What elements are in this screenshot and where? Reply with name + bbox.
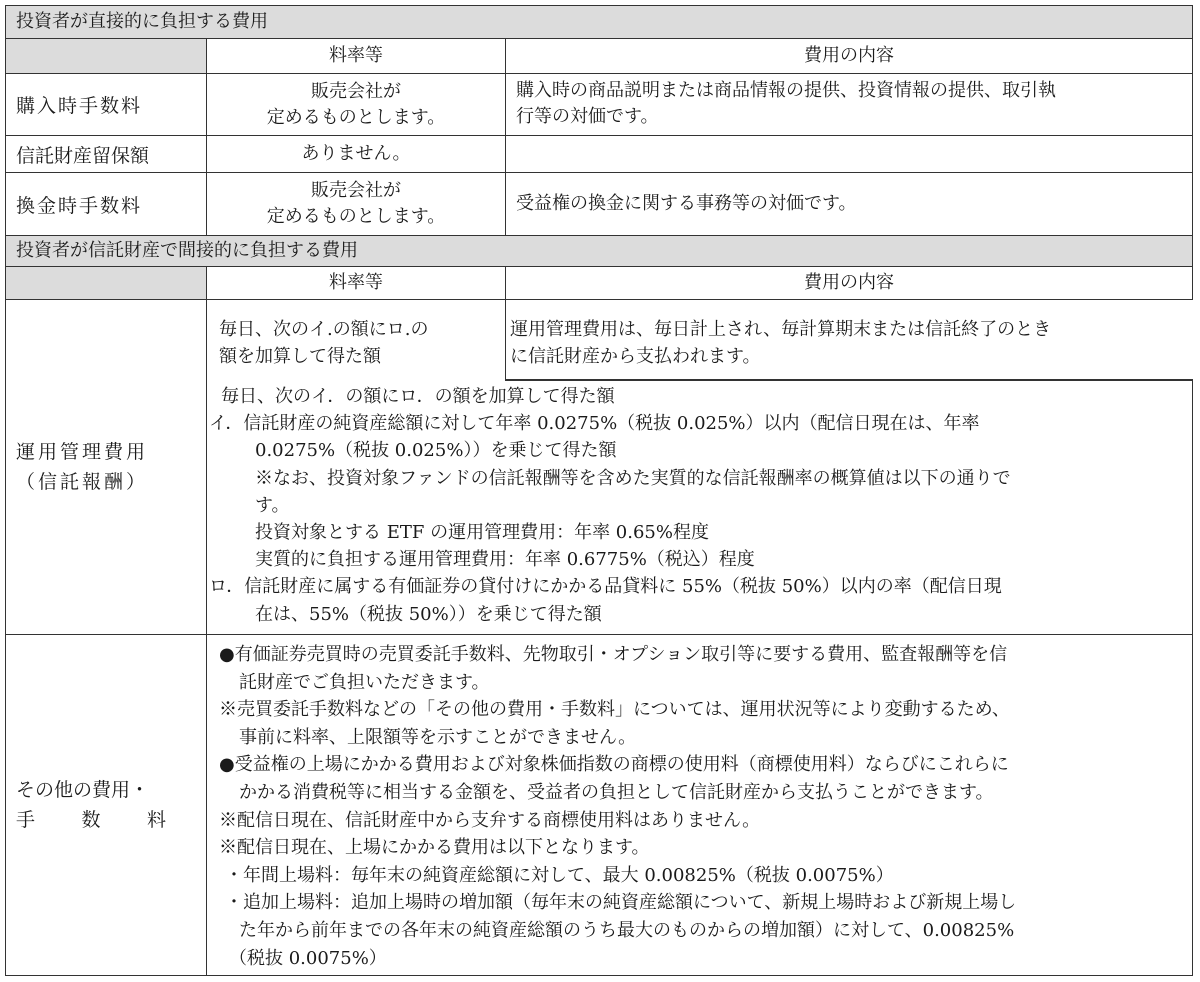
other-fees-line: た年から前年までの各年末の純資産総額のうち最大のものからの増加額）に対して、0.00825% (239, 919, 1015, 941)
redemption-fee-rate-line: 販売会社が (311, 180, 401, 201)
management-fee-content-line: 運用管理費用は、毎日計上され、毎計算期末または信託終了のとき (510, 319, 1052, 340)
other-fees-line: （税抜 0.0075%） (229, 947, 387, 969)
detail-line: ※なお、投資対象ファンドの信託報酬等を含めた実質的な信託報酬率の概算値は以下の通りで (255, 467, 1011, 489)
purchase-fee-content-line: 行等の対価です。 (516, 106, 659, 127)
detail-line: イ．信託財産の純資産総額に対して年率 0.0275%（税抜 0.025%）以内（配信日現在は、年率 (209, 413, 980, 435)
other-fees-content (206, 634, 1193, 976)
detail-line: す。 (255, 494, 290, 516)
redemption-fee-rate-line: 定めるものとします。 (266, 206, 446, 227)
management-fee-rate (207, 300, 504, 380)
row-label-purchase-fee: 購入時手数料 (5, 73, 207, 136)
management-fee-label-line: 運用管理費用 (16, 441, 149, 463)
detail-line: ロ．信託財産に属する有価証券の貸付けにかかる品貸料に 55%（税抜 50%）以内の率（配信日現 (209, 576, 1002, 598)
row-label-management-fee (5, 299, 207, 635)
management-fee-label-line: （信託報酬） (16, 471, 149, 493)
other-fees-label-line2 (16, 805, 166, 835)
other-fees-line: ※売買委託手数料などの「その他の費用・手数料」については、運用状況等により変動するため、 (219, 699, 1010, 721)
direct-fees-section-title: 投資者が直接的に負担する費用 (5, 5, 1193, 39)
detail-line: 0.0275%（税抜 0.025%））を乗じて得た額 (255, 440, 617, 462)
other-fees-line: ※配信日現在、信託財産中から支弁する商標使用料はありません。 (219, 809, 761, 831)
other-fees-line: かかる消費税等に相当する金額を、受益者の負担として信託財産から支払うことができます。 (239, 781, 994, 803)
header-blank-cell (5, 38, 207, 74)
other-fees-label-char: 手 (16, 809, 36, 831)
other-fees-line: ・年間上場料：毎年末の純資産総額に対して、最大 0.00825%（税抜 0.0075%） (225, 864, 894, 886)
indirect-content-header: 費用の内容 (505, 266, 1193, 300)
fee-table (5, 5, 1193, 976)
other-fees-line: ※配信日現在、上場にかかる費用は以下となります。 (219, 837, 650, 859)
other-fees-label-char: 数 (81, 809, 101, 831)
other-fees-line: 託財産でご負担いただきます。 (239, 671, 490, 693)
direct-content-header: 費用の内容 (505, 38, 1193, 74)
purchase-fee-rate-line: 定めるものとします。 (266, 106, 446, 128)
redemption-fee-rate (206, 172, 506, 236)
direct-rate-header: 料率等 (206, 38, 506, 74)
detail-line: 在は、55%（税抜 50%））を乗じて得た額 (255, 603, 602, 625)
other-fees-label-line1: その他の費用・ (16, 779, 150, 801)
row-label-retention: 信託財産留保額 (5, 135, 207, 173)
detail-line: 実質的に負担する運用管理費用：年率 0.6775%（税込）程度 (255, 549, 755, 571)
management-fee-rate-line: 額を加算して得た額 (219, 346, 381, 367)
purchase-fee-rate-line: 販売会社が (311, 80, 401, 102)
purchase-fee-content-line: 購入時の商品説明または商品情報の提供、投資情報の提供、取引執 (516, 80, 1056, 101)
row-label-redemption-fee: 換金時手数料 (5, 172, 207, 236)
redemption-fee-content: 受益権の換金に関する事務等の対価です。 (505, 172, 1193, 236)
row-label-other-fees (5, 634, 207, 976)
management-fee-rate-line: 毎日、次のイ.の額にロ.の (219, 319, 429, 340)
indirect-rate-header: 料率等 (206, 266, 506, 300)
header-blank-cell (5, 266, 207, 300)
retention-rate: ありません。 (206, 135, 506, 173)
retention-content (505, 135, 1193, 173)
purchase-fee-rate (206, 73, 506, 136)
other-fees-line: ・追加上場料：追加上場時の増加額（毎年末の純資産総額について、新規上場時および新規上場し (225, 892, 1017, 914)
management-fee-content-line: に信託財産から支払われます。 (510, 346, 761, 367)
indirect-fees-section-title: 投資者が信託財産で間接的に負担する費用 (5, 235, 1193, 267)
detail-line: 投資対象とする ETF の運用管理費用：年率 0.65%程度 (255, 522, 709, 544)
management-fee-content (505, 299, 1193, 381)
management-fee-detail (207, 383, 1191, 628)
other-fees-line: ●受益権の上場にかかる費用および対象株価指数の商標の使用料（商標使用料）ならびにこれらに (219, 754, 1009, 776)
other-fees-line: 事前に料率、上限額等を示すことができません。 (239, 726, 637, 748)
detail-line: 毎日、次のイ．の額にロ．の額を加算して得た額 (221, 386, 615, 407)
purchase-fee-content (505, 73, 1193, 136)
other-fees-line: ●有価証券売買時の売買委託手数料、先物取引・オプション取引等に要する費用、監査報酬等を信 (219, 644, 1008, 665)
other-fees-label-char: 料 (146, 809, 166, 831)
